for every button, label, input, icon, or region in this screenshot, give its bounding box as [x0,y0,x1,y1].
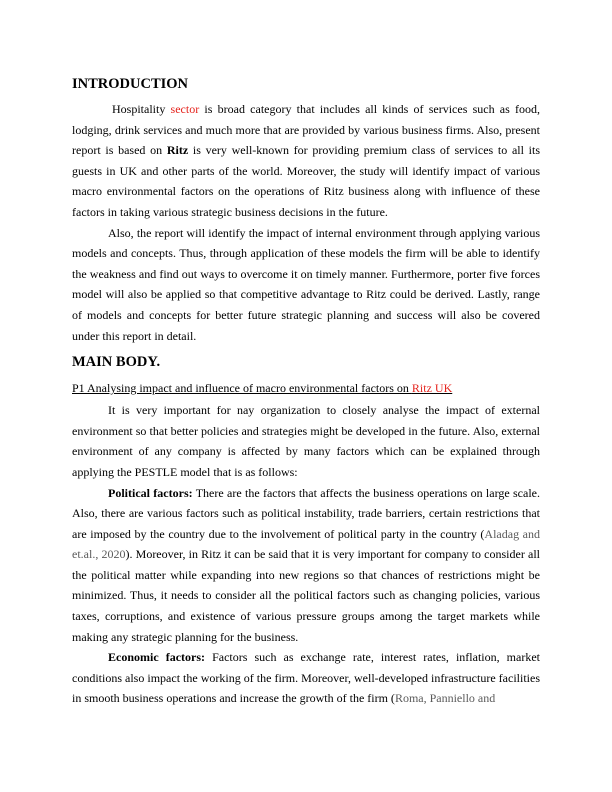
intro-p1-highlight: sector [170,102,200,116]
main-body-paragraph-1: It is very important for nay organization to closely analyse the impact of external environment so that better policies and strategies might be developed in the future. Also, external environment of any company is affected by many factors which can be explained through applying the PESTLE model that is as follows: [72,403,540,479]
main-body-heading: MAIN BODY. [72,354,161,371]
section-subheading-p1 [72,378,540,398]
subheading-highlight: Ritz UK [411,381,453,396]
introduction-heading: INTRODUCTION [72,76,189,92]
political-factors-label: Political factors: [108,485,193,500]
intro-p1-text-a: is broad category that includes all kinds of services such as food, lodging, drink services and much more that are provided by various business firms. Also, present report is based on [72,102,540,158]
economic-text-a: Factors such as exchange rate, interest rates, inflation, market conditions also impact the working of the firm. Moreover, well-developed infrastructure facilities in smooth business operations and increase the growth of the firm ( [72,650,540,706]
intro-p1-text-b: is very well-known for providing premium class of services to all its guests in UK and other parts of the world. Moreover, the study will identify impact of various macro environmental factors on the operations of Ritz business along with influence of these factors in taking various strategic business decisions in the future. [72,143,541,219]
economic-citation: Roma, Panniello and [394,691,496,706]
introduction-paragraph-2: Also, the report will identify the impact of internal environment through applying various models and concepts. Thus, through application of these models the firm will be able to identify the weakness and find out ways to overcome it on timely manner. Furthermore, porter five forces model will also be applied so that competitive advantage to Ritz could be derived. Lastly, range of models and concepts for better future strategic planning and success will also be covered under this report in detail. [72,225,540,343]
political-factors-paragraph [72,483,540,648]
page-content [72,74,540,709]
political-text-b: ). Moreover, in Ritz it can be said that it is very important for company to consider all the political matter while expanding into new regions so that chances of restrictions might be minimized. Thus, it needs to consider all the political factors such as changing policies, various taxes, corruptions, and existence of various pressure groups among the target markets while making any strategic planning for the business. [72,547,540,644]
intro-p1-brand: Ritz [166,143,189,158]
economic-factors-label: Economic factors: [108,650,206,665]
political-text-a: There are the factors that affects the business operations on large scale. Also, there are various factors such as political instability, trade barriers, certain restrictions that are imposed by the country due to the involvement of political party in the country ( [72,485,540,541]
introduction-paragraph-1 [72,99,540,223]
economic-factors-paragraph [72,647,540,709]
intro-p1-lead: Hospitality [112,102,171,116]
subheading-text: P1 Analysing impact and influence of macro environmental factors on [72,381,412,396]
political-citation: Aladag and et.al., 2020 [72,526,540,562]
